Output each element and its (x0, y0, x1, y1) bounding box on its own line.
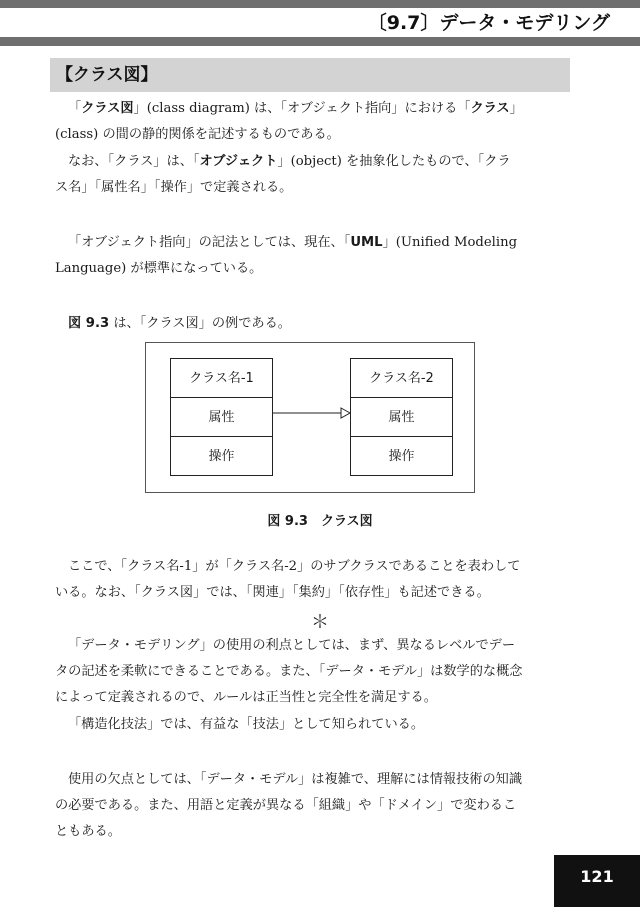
figure-reference: 図 9.3 (68, 316, 110, 331)
top-rule (0, 0, 640, 8)
header-rule (0, 37, 640, 46)
section-separator: ＊ (311, 612, 329, 633)
term-object: オブジェクト (199, 154, 278, 169)
paragraph-class-object: なお、「クラス」は、「オブジェクト」(object) を抽象化したもので、「クラ ス名」「属性名」「操作」で定義される。 (55, 154, 511, 195)
term-class-diagram: クラス図 (81, 101, 134, 116)
paragraph-figure-intro: 図 9.3 は、「クラス図」の例である。 (68, 316, 291, 331)
class-box-1 (170, 358, 273, 476)
class-2-name: クラス名-2 (351, 359, 452, 398)
arrow-head (341, 408, 350, 418)
paragraph-uml: 「オブジェクト指向」の記法としては、現在、「UML」(Unified Modeling Language) が標準になっている。 (55, 235, 518, 276)
figure-caption: 図 9.3 クラス図 (267, 514, 373, 529)
generalization-arrow (272, 405, 352, 421)
class-1-name: クラス名-1 (171, 359, 272, 398)
section-heading: 【クラス図】 (50, 58, 570, 92)
paragraph-advantages: 「データ・モデリング」の使用の利点としては、まず、異なるレベルでデー タの記述を柔軟にできることである。また、「データ・モデル」は数学的な概念 によって定義されるので、ルールは正当性と完全性を満足する。 (55, 638, 523, 705)
paragraph-class-diagram-def: 「クラス図」(class diagram) は、「オブジェクト指向」における「クラス」 (class) の間の静的関係を記述するものである。 (55, 101, 523, 142)
class-box-2 (350, 358, 453, 476)
class-1-attributes: 属性 (171, 398, 272, 437)
page-number: 121 (554, 855, 640, 907)
paragraph-subclass: ここで、「クラス名-1」が「クラス名-2」のサブクラスであることを表わして いる。なお、「クラス図」では、「関連」「集約」「依存性」も記述できる。 (55, 559, 521, 600)
class-2-attributes: 属性 (351, 398, 452, 437)
term-uml: UML (350, 235, 383, 250)
paragraph-structured: 「構造化技法」では、有益な「技法」として知られている。 (68, 717, 425, 732)
class-1-operations: 操作 (208, 449, 235, 464)
term-class: クラス (470, 101, 510, 116)
running-header-title: 〔9.7〕データ・モデリング (367, 12, 610, 34)
paragraph-disadvantages: 使用の欠点としては、「データ・モデル」は複雑で、理解には情報技術の知識 の必要である。また、用語と定義が異なる「組織」や「ドメイン」で変わるこ ともある。 (55, 772, 523, 839)
class-2-operations: 操作 (388, 449, 415, 464)
